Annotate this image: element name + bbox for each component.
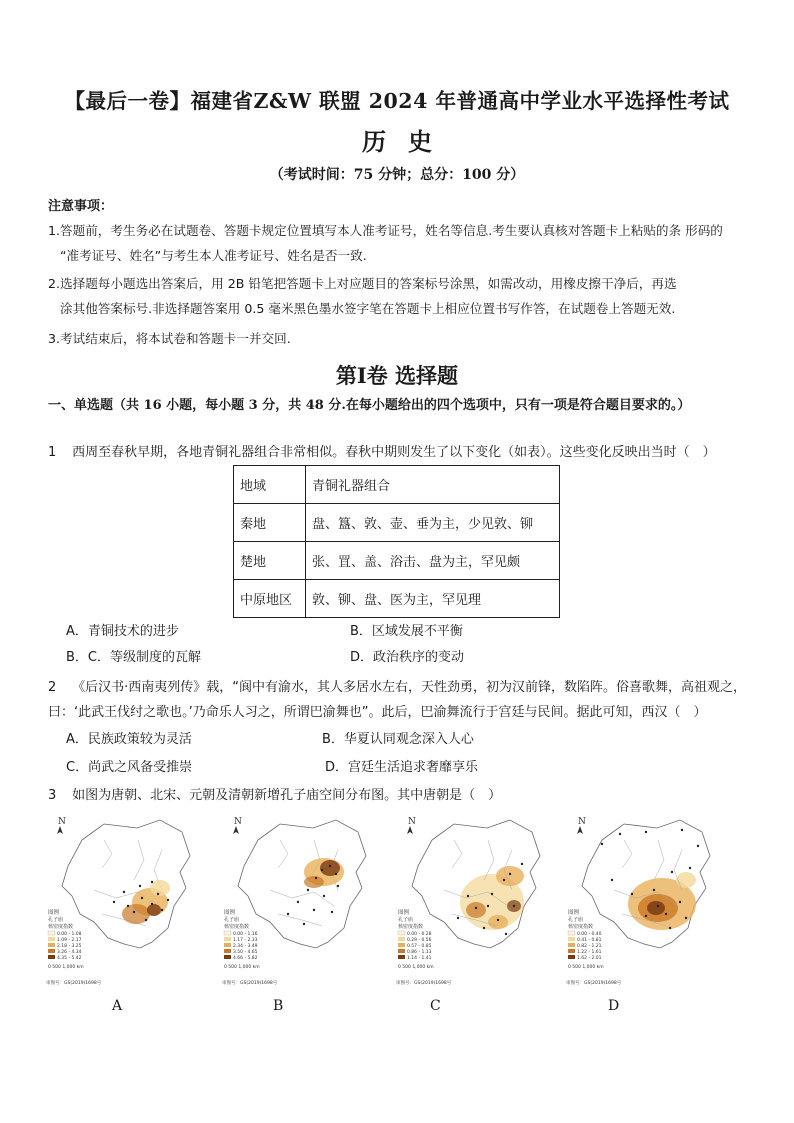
legend-item: 3.50 - 4.65	[233, 950, 258, 955]
china-outline	[62, 820, 190, 948]
legend-title: 图例	[224, 910, 236, 916]
legend-item: 1.17 - 2.33	[233, 938, 258, 943]
scale-bar: 0 500 1,000 km	[48, 965, 84, 970]
q2-option-a: A．民族政策较为灵活	[66, 732, 192, 747]
question-1-table	[233, 465, 560, 618]
section-title: 第Ⅰ卷 选择题	[335, 363, 459, 388]
exam-info: （考试时间：75 分钟；总分：100 分）	[269, 167, 525, 183]
q1-option-a: A．青铜技术的进步	[66, 624, 179, 639]
legend-item: 0.00 - 0.40	[577, 932, 602, 937]
legend-sub2: 核密度指数	[48, 924, 74, 930]
legend-item: 1.14 - 1.41	[407, 956, 432, 961]
legend-item: 0.86 - 1.13	[407, 950, 432, 955]
subject-title: 历史	[362, 127, 454, 156]
map-label-a: A	[112, 998, 123, 1014]
question-text-line-1: 《后汉书·西南夷列传》载，“阆中有渝水，其人多居水左右，天性劲勇，初为汉前锋，数陷阵。俗喜歌舞，高祖观之，	[72, 680, 747, 695]
map-label-d: D	[608, 998, 620, 1014]
notice-item-3: 3.考试结束后，将本试卷和答题卡一并交回.	[48, 331, 291, 346]
legend-title: 图例	[568, 910, 580, 916]
north-arrow-icon	[233, 817, 242, 834]
review-number: 审图号：GS(2019)1698号	[566, 981, 622, 986]
legend-item: 0.00 - 1.08	[57, 932, 82, 937]
q1-option-c: B．C．等级制度的瓦解	[66, 650, 201, 665]
legend-item: 2.34 - 3.49	[233, 944, 258, 949]
legend-item: 0.82 - 1.21	[577, 944, 602, 949]
legend-sub2: 核密度指数	[224, 924, 250, 930]
north-arrow-icon	[577, 817, 586, 834]
map-d	[562, 810, 722, 990]
legend-item: 1.22 - 1.61	[577, 950, 602, 955]
map-b	[218, 810, 378, 990]
table-cell: 盘、簋、敦、壶、垂为主，少见敦、铆	[306, 504, 560, 542]
legend-item: 2.18 - 3.25	[57, 944, 82, 949]
scale-bar: 0 500 1,000 km	[224, 965, 260, 970]
legend-sub: 孔子庙	[398, 917, 414, 923]
table-row	[234, 542, 560, 580]
question-text: 西周至春秋早期，各地青铜礼器组合非常相似。春秋中期则发生了以下变化（如表）。这些变化反映出当时（ ）	[72, 445, 716, 460]
review-number: 审图号：GS(2019)1698号	[222, 981, 278, 986]
legend-sub: 孔子庙	[48, 917, 64, 923]
question-number: 2	[48, 680, 57, 695]
legend-sub2: 核密度指数	[568, 924, 594, 930]
table-cell: 敦、铆、盘、医为主，罕见理	[306, 580, 560, 618]
legend-item: 0.00 - 1.16	[233, 932, 258, 937]
question-2-stem	[48, 675, 754, 725]
question-text: 如图为唐朝、北宋、元朝及清朝新增孔子庙空间分布图。其中唐朝是（ ）	[72, 788, 502, 803]
legend-items	[224, 931, 258, 961]
legend-title: 图例	[398, 910, 410, 916]
map-c	[392, 810, 552, 990]
q2-option-d: D．宫廷生活追求奢靡享乐	[325, 760, 479, 775]
legend-item: 0.00 - 0.28	[407, 932, 432, 937]
table-cell: 张、罝、盖、浴击、盘为主，罕见颇	[306, 542, 560, 580]
svg-text:N: N	[408, 817, 416, 827]
svg-text:N: N	[58, 817, 66, 827]
notice-item-1-line-2: “准考证号、姓名”与考生本人准考证号、姓名是否一致.	[60, 248, 367, 263]
table-cell: 中原地区	[234, 580, 306, 618]
table-cell: 秦地	[234, 504, 306, 542]
table-header-row	[234, 466, 560, 504]
question-number: 1	[48, 445, 57, 460]
map-label-b: B	[273, 998, 284, 1014]
question-number: 3	[48, 788, 57, 803]
map-label-c: C	[430, 998, 441, 1014]
section-intro: 一、单选题（共 16 小题，每小题 3 分，共 48 分.在每小题给出的四个选项中，只有一项是符合题目要求的。）	[48, 398, 691, 413]
scale-bar: 0 500 1,000 km	[398, 965, 434, 970]
legend-item: 0.57 - 0.85	[407, 944, 432, 949]
legend-item: 4.66 - 5.82	[233, 956, 258, 961]
legend-items	[48, 931, 82, 961]
review-number: 审图号：GS(2019)1698号	[396, 981, 452, 986]
north-arrow-icon	[57, 817, 66, 834]
review-number: 审图号：GS(2019)1698号	[46, 981, 102, 986]
svg-text:N: N	[234, 817, 242, 827]
legend-item: 3.26 - 4.34	[57, 950, 82, 955]
table-row	[234, 504, 560, 542]
legend-sub2: 核密度指数	[398, 924, 424, 930]
notice-item-2	[48, 271, 752, 321]
table-cell: 楚地	[234, 542, 306, 580]
legend-items	[398, 931, 432, 961]
legend-items	[568, 931, 602, 961]
question-3-stem	[48, 783, 754, 808]
notice-item-1	[48, 218, 752, 268]
china-outline	[238, 820, 366, 948]
legend-sub: 孔子庙	[568, 917, 584, 923]
legend-item: 4.35 - 5.42	[57, 956, 82, 961]
question-1-stem	[48, 440, 754, 465]
legend-item: 0.41 - 0.81	[577, 938, 602, 943]
notice-item-2-line-1: 2.选择题每小题选出答案后，用 2B 铅笔把答题卡上对应题目的答案标号涂黑，如需改动，用橡皮擦干净后，再选	[48, 276, 677, 291]
notice-item-1-line-1: 1.答题前，考生务必在试题卷、答题卡规定位置填写本人准考证号，姓名等信息.考生要认真核对答题卡上粘贴的条 形码的	[48, 223, 723, 238]
legend-item: 0.29 - 0.56	[407, 938, 432, 943]
table-header-cell: 青铜礼器组合	[306, 466, 560, 504]
legend-item: 1.09 - 2.17	[57, 938, 82, 943]
notice-item-2-line-2: 涂其他答案标号.非选择题答案用 0.5 毫米黑色墨水签字笔在答题卡上相应位置书写作答，在试题卷上答题无效.	[60, 301, 676, 316]
q1-option-b: B．区域发展不平衡	[350, 624, 463, 639]
legend-title: 图例	[48, 910, 60, 916]
q2-option-b: B．华夏认同观念深入人心	[322, 732, 474, 747]
q1-option-d: D．政治秩序的变动	[350, 650, 465, 665]
table-row	[234, 580, 560, 618]
question-text-line-2: 曰：‘此武王伐纣之歌也。’乃命乐人习之，所谓巴渝舞也”。此后，巴渝舞流行于宫廷与民间。据此可知，西汉（ ）	[48, 705, 707, 720]
svg-text:N: N	[578, 817, 586, 827]
exam-title: 【最后一卷】福建省Z&W 联盟 2024 年普通高中学业水平选择性考试	[64, 89, 730, 113]
table-header-cell: 地域	[234, 466, 306, 504]
legend-sub: 孔子庙	[224, 917, 240, 923]
north-arrow-icon	[407, 817, 416, 834]
scale-bar: 0 500 1,000 km	[568, 965, 604, 970]
notice-title: 注意事项：	[48, 199, 114, 214]
map-a	[42, 810, 202, 990]
q2-option-c: C．尚武之风备受推崇	[66, 760, 193, 775]
legend-item: 1.62 - 2.01	[577, 956, 602, 961]
